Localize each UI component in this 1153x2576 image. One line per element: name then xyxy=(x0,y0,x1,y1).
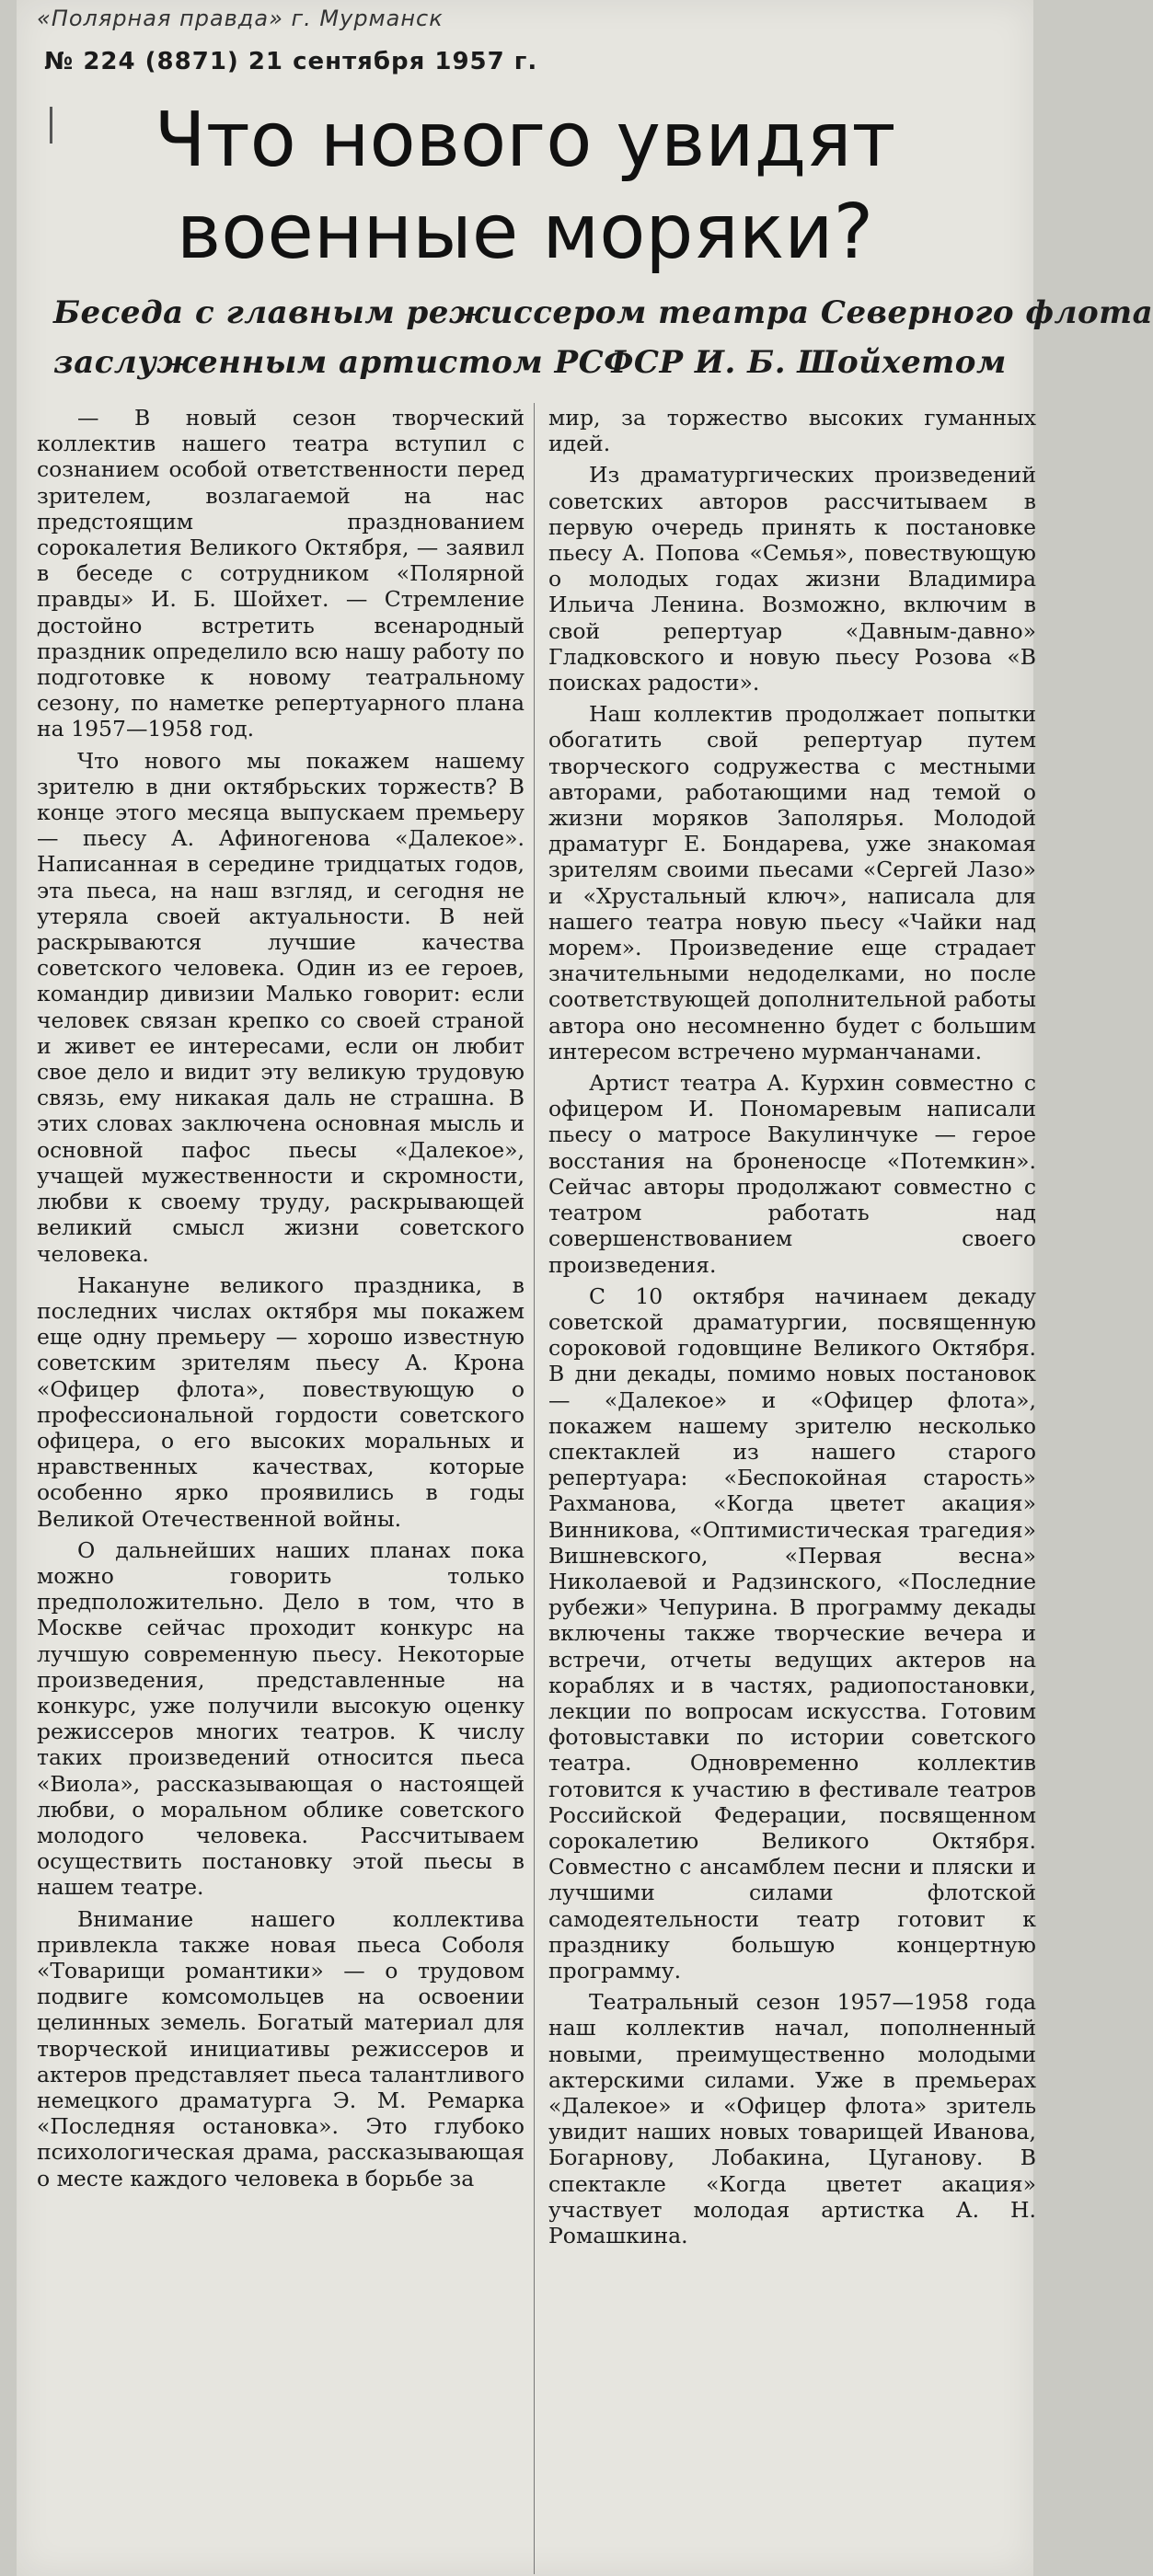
paragraph: Что нового мы покажем нашему зрителю в дни октябрьских торжеств? В конце этого месяца выпускаем премьеру — пьесу А. Афиногенова «Далекое». Написанная в середине тридцатых годов, эта пьеса, на наш взгляд, и сегодня не утеряла своей актуальности. В ней раскрываются лучшие качества советского человека. Один из ее героев, командир дивизии Малько говорит: если человек связан крепко со своей страной и живет ее интересами, если он любит свое дело и видит эту великую трудовую связь, ему никакая даль не страшна. В этих словах заключена основная мысль и основной пафос пьесы «Далекое», учащей мужественности и скромности, любви к своему труду, раскрывающей великий смысл жизни советского человека. xyxy=(37,747,525,1267)
paragraph: Театральный сезон 1957—1958 года наш коллектив начал, пополненный новыми, преимущественно молодыми актерскими силами. Уже в премьерах «Далекое» и «Офицер флота» зритель увидит наших новых товарищей Иванова, Богарнову, Лобакина, Цуганову. В спектакле «Когда цветет акация» участвует молодая артистка А. Н. Ромашкина. xyxy=(548,1989,1036,2249)
paragraph: Внимание нашего коллектива привлекла также новая пьеса Соболя «Товарищи романтики» — о трудовом подвиге комсомольцев на освоении целинных земель. Богатый материал для творческой инициативы режиссеров и актеров представляет пьеса талантливого немецкого драматурга Э. М. Ремарка «Последняя остановка». Это глубоко психологическая драма, рассказывающая о месте каждого человека в борьбе за xyxy=(37,1905,525,2191)
paragraph: Наш коллектив продолжает попытки обогатить свой репертуар путем творческого содружества с местными авторами, работающими над темой о жизни моряков Заполярья. Молодой драматург Е. Бондарева, уже знакомая зрителям своими пьесами «Сергей Лазо» и «Хрустальный ключ», написала для нашего театра новую пьесу «Чайки над морем». Произведение еще страдает значительными недоделками, но после соответствующей дополнительной работы автора оно несомненно будет с большим интересом встречено мурманчанами. xyxy=(548,701,1036,1064)
handwritten-source-note: «Полярная правда» г. Мурманск xyxy=(37,6,444,31)
column-divider xyxy=(534,403,535,2574)
subtitle-line-2: заслуженным артистом РСФСР И. Б. Шойхетом xyxy=(53,344,1007,381)
paragraph-continuation: мир, за торжество высоких гуманных идей. xyxy=(548,405,1036,457)
right-column xyxy=(548,405,1036,2567)
paragraph: О дальнейших наших планах пока можно говорить только предположительно. Дело в том, что в Москве сейчас проходит конкурс на лучшую современную пьесу. Некоторые произведения, представленные на конкурс, уже получили высокую оценку режиссеров многих театров. К числу таких произведений относится пьеса «Виола», рассказывающая о настоящей любви, о моральном облике советского молодого человека. Рассчитываем осуществить постановку этой пьесы в нашем театре. xyxy=(37,1536,525,1901)
subtitle-line-1: Беседа с главным режиссером театра Северного флота xyxy=(53,294,1153,331)
paragraph: Артист театра А. Курхин совместно с офицером И. Пономаревым написали пьесу о матросе Вакулинчуке — герое восстания на броненосце «Потемкин». Сейчас авторы продолжают совместно с театром работать над совершенствованием своего произведения. xyxy=(548,1070,1036,1278)
headline-line-2: военные моряки? xyxy=(176,189,874,276)
paragraph: Накануне великого праздника, в последних числах октября мы покажем еще одну премьеру — хорошо известную советским зрителям пьесу А. Крона «Офицер флота», повествующую о профессиональной гордости советского офицера, о его высоких моральных и нравственных качествах, которые особенно ярко проявились в годы Великой Отечественной войны. xyxy=(37,1271,525,1532)
left-column xyxy=(37,405,525,2567)
paragraph: Из драматургических произведений советских авторов рассчитываем в первую очередь принять к постановке пьесу А. Попова «Семья», повествующую о молодых годах жизни Владимира Ильича Ленина. Возможно, включим в свой репертуар «Давным-давно» Гладковского и новую пьесу Розова «В поисках радости». xyxy=(548,462,1036,696)
paragraph: С 10 октября начинаем декаду советской драматургии, посвященную сороковой годовщине Великого Октября. В дни декады, помимо новых постановок — «Далекое» и «Офицер флота», покажем нашему зрителю несколько спектаклей из нашего старого репертуара: «Беспокойная старость» Рахманова, «Когда цветет акация» Винникова, «Оптимистическая трагедия» Вишневского, «Первая весна» Николаевой и Радзинского, «Последние рубежи» Чепурина. В программу декады включены также творческие вечера и встречи, отчеты ведущих актеров на кораблях и в частях, радиопостановки, лекции по вопросам искусства. Готовим фотовыставки по истории советского театра. Одновременно коллектив готовится к участию в фестивале театров Российской Федерации, посвященном сорокалетию Великого Октября. Совместно с ансамблем песни и пляски и лучшими силами флотской самодеятельности театр готовит к празднику большую концертную программу. xyxy=(548,1282,1036,1984)
headline-line-1: Что нового увидят xyxy=(154,97,896,184)
issue-line: № 224 (8871) 21 сентября 1957 г. xyxy=(44,48,538,75)
newspaper-clipping xyxy=(17,0,1153,2576)
paragraph: — В новый сезон творческий коллектив нашего театра вступил с сознанием особой ответственности перед зрителем, возлагаемой на нас предстоящим празднованием сорокалетия Великого Октября, — заявил в беседе с сотрудником «Полярной правды» И. Б. Шойхет. — Стремление достойно встретить всенародный праздник определило всю нашу работу по подготовке к новому театральному сезону, по наметке репертуарного плана на 1957—1958 год. xyxy=(37,405,525,742)
